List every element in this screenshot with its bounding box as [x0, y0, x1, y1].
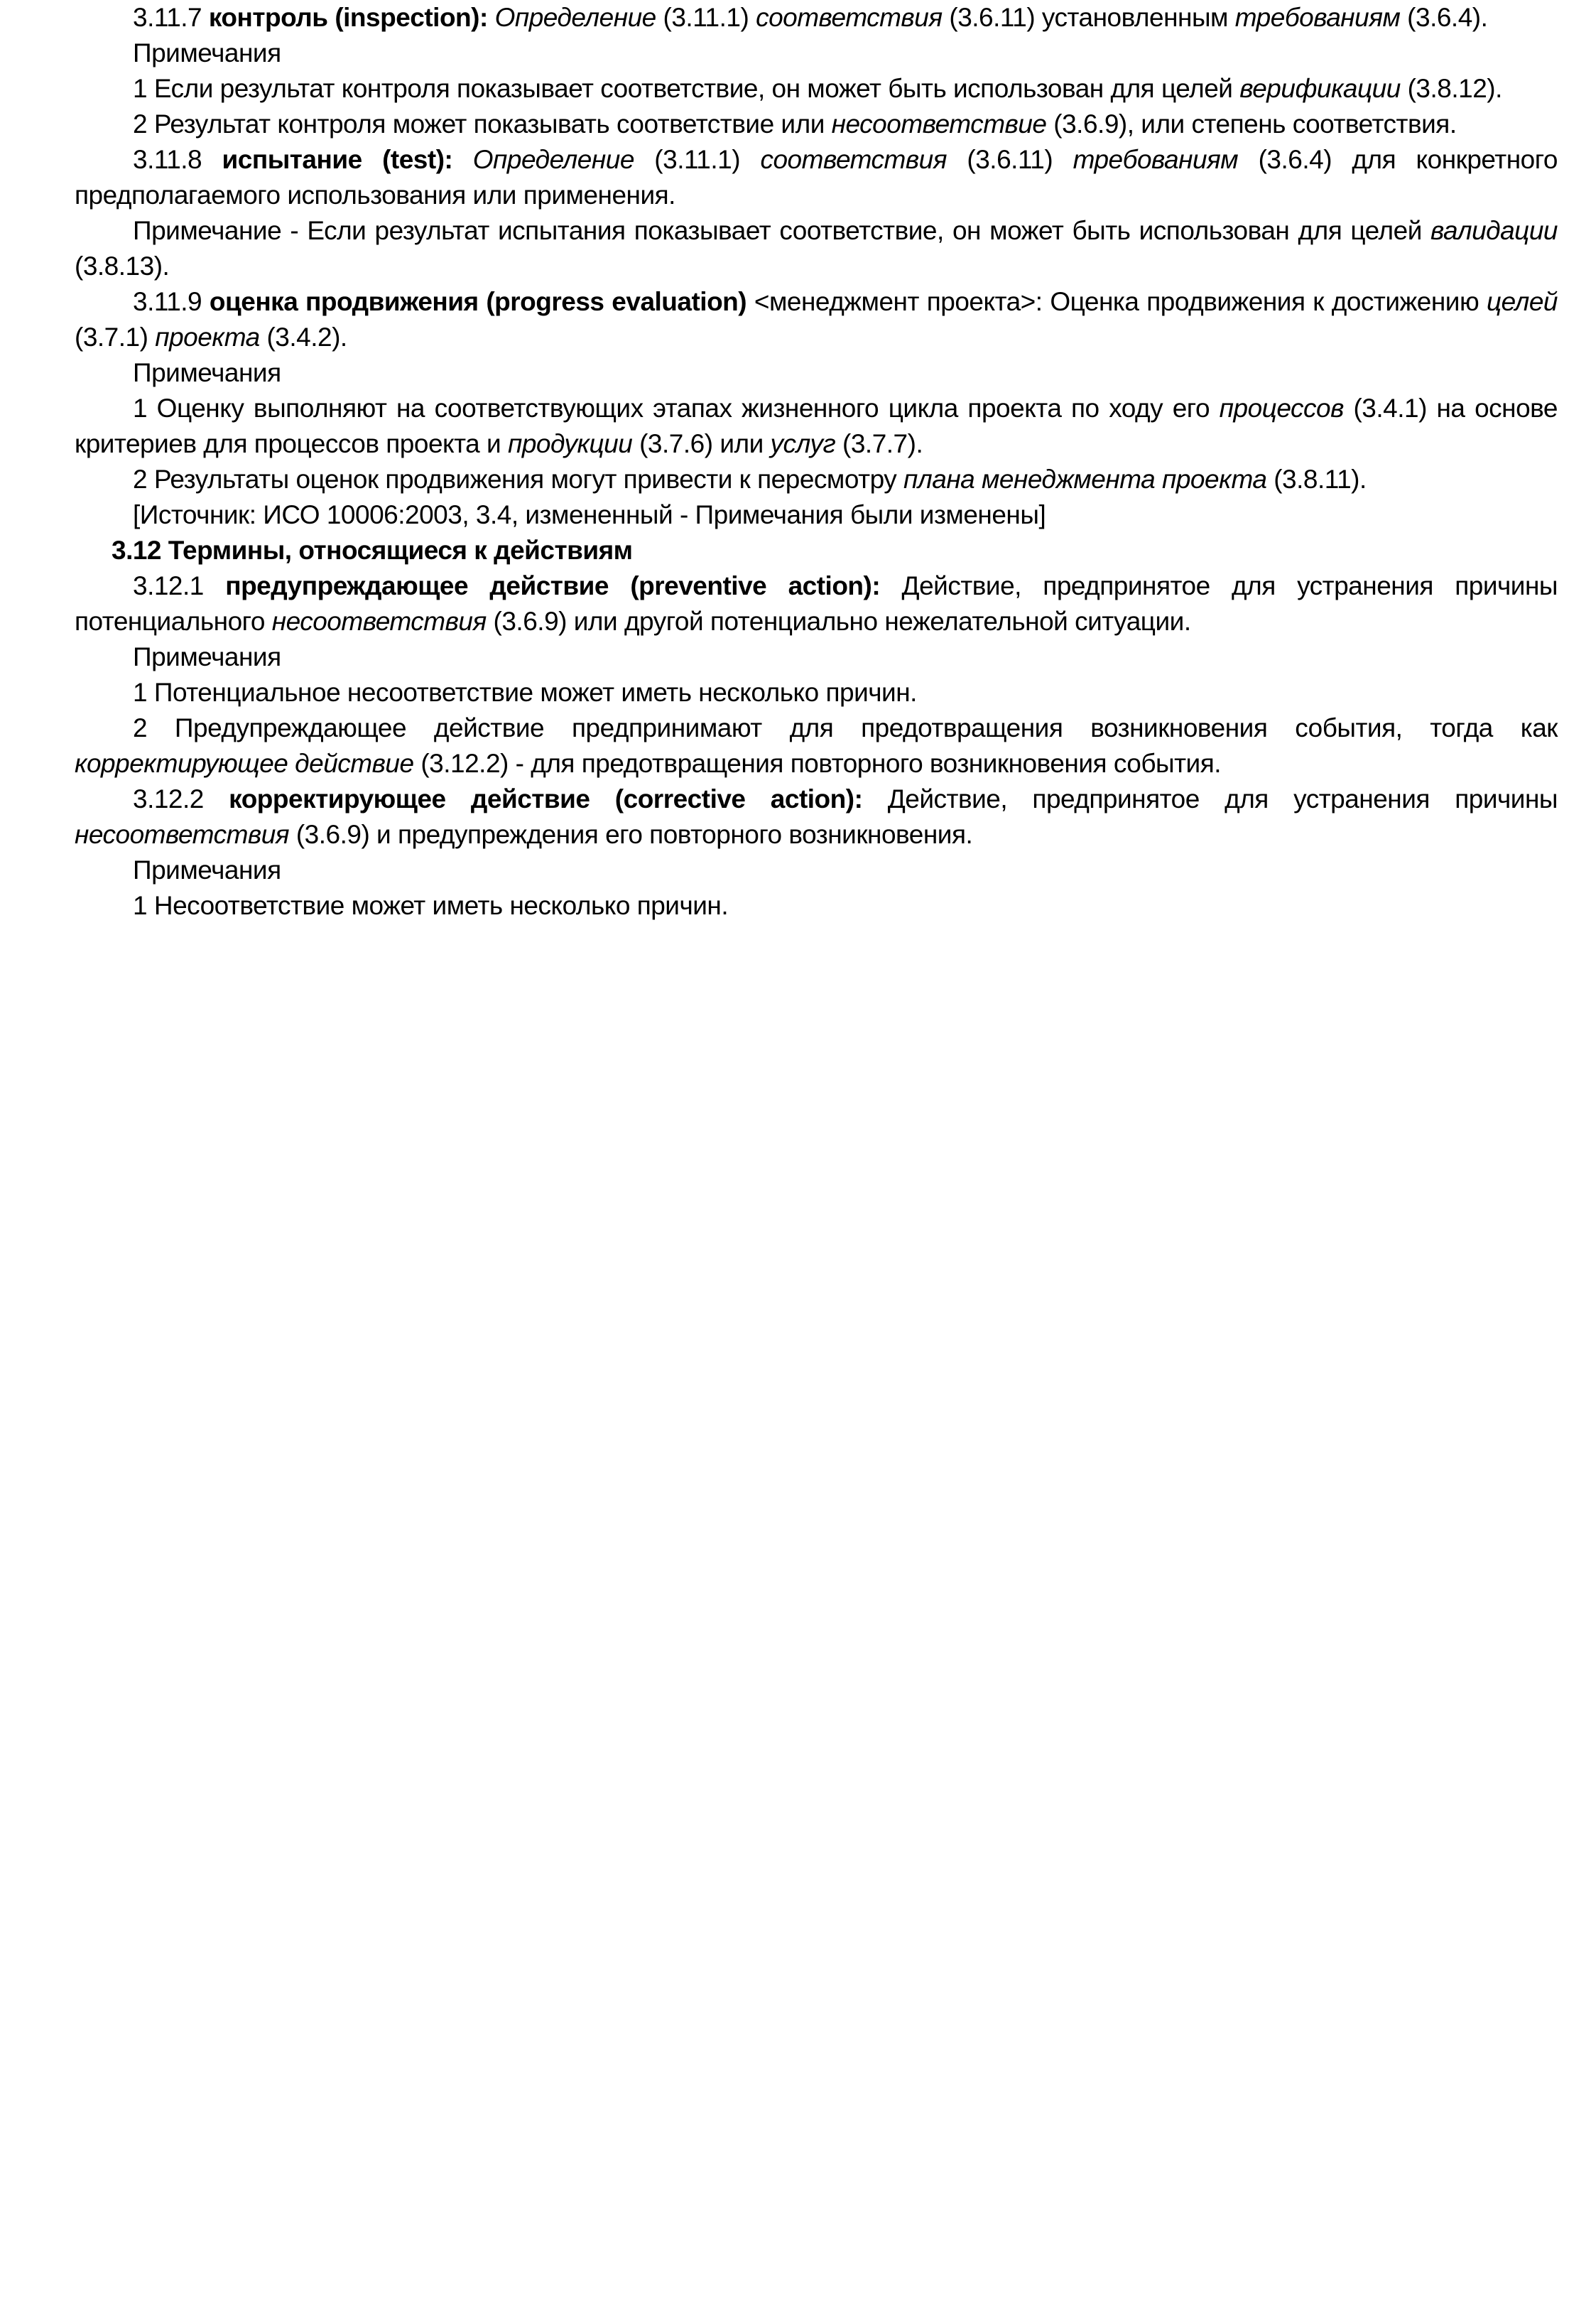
- text-segment: валидации: [1430, 216, 1558, 245]
- term-3.12.2: [75, 782, 1558, 853]
- text-segment: (3.6.4).: [1407, 3, 1488, 32]
- text-segment: Примечания: [133, 38, 281, 67]
- text-segment: 2 Предупреждающее действие предпринимают для предотвращения возникновения события, тогда как: [133, 713, 1558, 742]
- text-segment: соответствия: [760, 145, 967, 174]
- note-1-3.11.7: [75, 71, 1558, 107]
- text-segment: 2 Результаты оценок продвижения могут привести к пересмотру: [133, 465, 904, 494]
- note-1-3.11.9: [75, 391, 1558, 462]
- text-segment: (3.4.2).: [266, 323, 347, 352]
- text-segment: 3.12.2: [133, 784, 229, 814]
- text-segment: несоответствия: [271, 607, 494, 636]
- text-segment: целей: [1486, 287, 1558, 316]
- text-segment: 3.11.9: [133, 287, 210, 316]
- text-segment: контроль (inspection):: [208, 3, 495, 32]
- notes-label-3.11.9: [75, 355, 1558, 391]
- text-segment: Действие, предпринятое для устранения причины: [887, 784, 1558, 814]
- text-segment: (3.11.1): [663, 3, 756, 32]
- text-segment: несоответствия: [75, 820, 296, 849]
- text-segment: (3.8.11).: [1274, 465, 1367, 494]
- text-segment: 1 Если результат контроля показывает соответствие, он может быть использован для целей: [133, 74, 1240, 103]
- text-segment: процессов: [1219, 394, 1354, 423]
- text-segment: 3.12 Термины, относящиеся к действиям: [112, 536, 633, 565]
- text-segment: 3.11.8: [133, 145, 222, 174]
- text-segment: услуг: [770, 429, 843, 458]
- text-segment: 3.12.1: [133, 571, 226, 600]
- text-segment: (3.7.6) или: [639, 429, 771, 458]
- text-segment: предупреждающее действие (preventive action):: [225, 571, 902, 600]
- text-segment: 1 Потенциальное несоответствие может иметь несколько причин.: [133, 678, 917, 707]
- text-segment: (3.6.9) или другой потенциально нежелательной ситуации.: [493, 607, 1191, 636]
- text-segment: (3.12.2) - для предотвращения повторного возникновения события.: [420, 749, 1222, 778]
- text-segment: проекта: [155, 323, 267, 352]
- term-3.11.8: [75, 142, 1558, 213]
- text-segment: (3.6.4) для конкретного предполагаемого использования или применения.: [75, 145, 1558, 210]
- text-segment: Определение: [494, 3, 663, 32]
- note-1-3.12.2: [75, 888, 1558, 924]
- term-3.11.9: [75, 284, 1558, 355]
- text-segment: [Источник: ИСО 10006:2003, 3.4, измененный - Примечания были изменены]: [133, 500, 1046, 529]
- source-line: [75, 497, 1558, 533]
- text-segment: 1 Несоответствие может иметь несколько причин.: [133, 891, 729, 920]
- text-segment: (3.6.9) и предупреждения его повторного возникновения.: [295, 820, 973, 849]
- text-segment: (3.6.11) установленным: [949, 3, 1235, 32]
- notes-label-3.12.2: [75, 853, 1558, 888]
- text-segment: 2 Результат контроля может показывать соответствие или: [133, 109, 832, 139]
- notes-label-3.11.7: [75, 36, 1558, 71]
- text-segment: (3.8.12).: [1407, 74, 1502, 103]
- text-segment: (3.6.11): [967, 145, 1073, 174]
- text-segment: <менеджмент проекта>: Оценка продвижения к достижению: [754, 287, 1487, 316]
- text-segment: плана менеджмента проекта: [903, 465, 1274, 494]
- text-segment: верификации: [1239, 74, 1408, 103]
- text-segment: (3.11.1): [654, 145, 761, 174]
- text-segment: продукции: [507, 429, 640, 458]
- term-3.12.1: [75, 568, 1558, 639]
- text-segment: корректирующее действие (corrective action):: [229, 784, 888, 814]
- document-body: [0, 0, 1591, 924]
- text-segment: (3.4.1) на основе критериев для процессов проекта и: [75, 394, 1558, 458]
- note-3.11.8: [75, 213, 1558, 284]
- text-segment: Примечания: [133, 855, 281, 885]
- text-segment: Примечания: [133, 642, 281, 671]
- text-segment: требованиям: [1234, 3, 1408, 32]
- term-3.11.7: [75, 0, 1558, 36]
- text-segment: (3.6.9), или степень соответствия.: [1053, 109, 1457, 139]
- notes-label-3.12.1: [75, 639, 1558, 675]
- text-segment: (3.7.7).: [842, 429, 923, 458]
- text-segment: (3.7.1): [75, 323, 156, 352]
- section-heading-3.12: [75, 533, 1558, 568]
- note-2-3.11.7: [75, 107, 1558, 142]
- text-segment: Примечания: [133, 358, 281, 387]
- text-segment: испытание (test):: [222, 145, 473, 174]
- text-segment: соответствия: [756, 3, 950, 32]
- note-2-3.12.1: [75, 710, 1558, 782]
- text-segment: Примечание - Если результат испытания показывает соответствие, он может быть использован для целей: [133, 216, 1431, 245]
- text-segment: (3.8.13).: [75, 252, 170, 281]
- text-segment: Определение: [472, 145, 655, 174]
- note-2-3.11.9: [75, 462, 1558, 497]
- text-segment: 3.11.7: [133, 3, 209, 32]
- text-segment: 1 Оценку выполняют на соответствующих этапах жизненного цикла проекта по ходу его: [133, 394, 1220, 423]
- text-segment: Действие, предпринятое для устранения причины потенциального: [75, 571, 1558, 636]
- text-segment: оценка продвижения (progress evaluation): [209, 287, 754, 316]
- text-segment: несоответствие: [831, 109, 1054, 139]
- text-segment: корректирующее действие: [75, 749, 421, 778]
- note-1-3.12.1: [75, 675, 1558, 710]
- text-segment: требованиям: [1073, 145, 1259, 174]
